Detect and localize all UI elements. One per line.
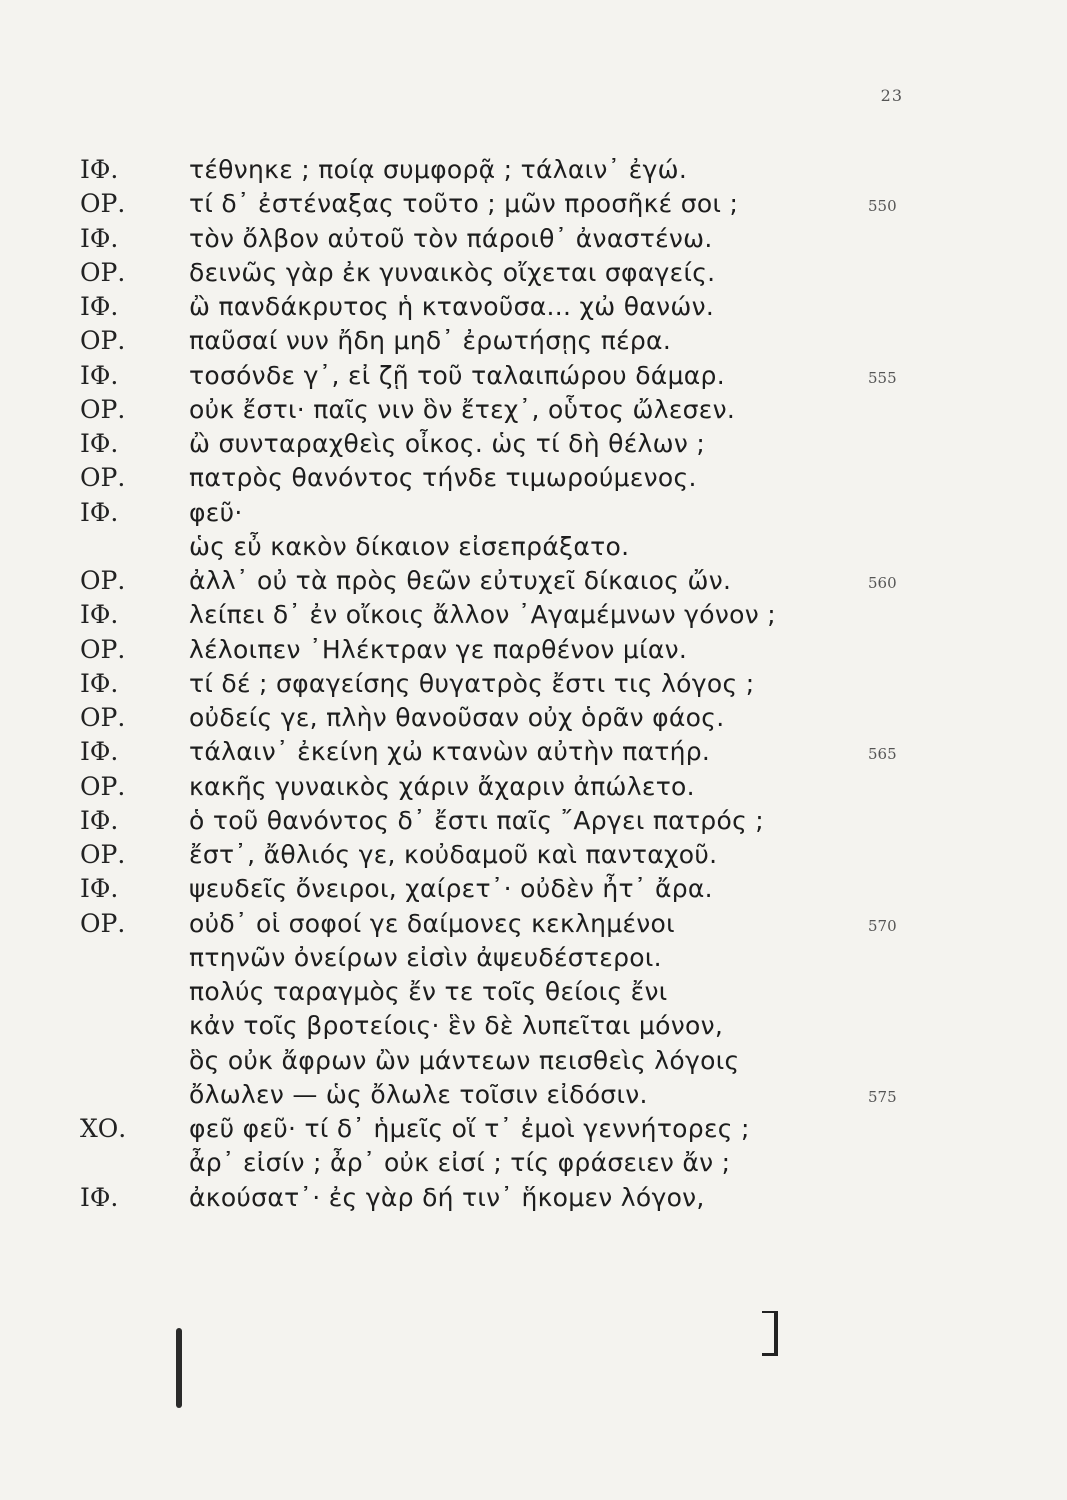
verse-text-line: παῦσαί νυν ἤδη μηδ᾽ ἐρωτήσῃς πέρα. (189, 326, 672, 356)
speaker-label: ΙΦ. (80, 429, 119, 458)
verse-line (0, 393, 1067, 427)
speaker-label: ΙΦ. (80, 668, 119, 698)
verse-line (0, 153, 1067, 187)
verse-text-line: ψευδεῖς ὄνειροι, χαίρετ᾽· οὐδὲν ἦτ᾽ ἄρα. (189, 874, 713, 904)
verse-text-line: ὡς εὖ κακὸν δίκαιον εἰσεπράξατο. (189, 531, 630, 561)
verse-text-line: τὸν ὄλβον αὐτοῦ τὸν πάροιθ᾽ ἀναστένω. (189, 223, 713, 253)
speaker-label: ΙΦ. (80, 497, 119, 527)
speaker-label: ΙΦ. (80, 1182, 119, 1212)
verse-line (0, 633, 1067, 667)
speaker-label: ΙΦ. (80, 155, 119, 184)
verse-line (0, 1146, 1067, 1180)
verse-line (0, 975, 1067, 1009)
verse-line (0, 564, 1067, 598)
verse-text-line: ἔστ᾽, ἄθλιός γε, κοὐδαμοῦ καὶ πανταχοῦ. (189, 840, 718, 869)
verse-text-line: πολύς ταραγμὸς ἔν τε τοῖς θείοις ἔνι (189, 977, 668, 1006)
verse-text-line: πτηνῶν ὀνείρων εἰσὶν ἀψευδέστεροι. (189, 942, 662, 972)
verse-line (0, 1181, 1067, 1215)
verse-line (0, 1044, 1067, 1078)
verse-line (0, 907, 1067, 941)
speaker-label: ΙΦ. (80, 360, 119, 390)
speaker-label: ΟΡ. (80, 326, 126, 356)
verse-text-line: φεῦ· (189, 497, 243, 527)
speaker-label: ΟΡ. (80, 257, 126, 287)
verse-text-line: κἀν τοῖς βροτείοις· ἓν δὲ λυπεῖται μόνον, (189, 1011, 724, 1041)
verse-text-line: κακῆς γυναικὸς χάριν ἄχαριν ἀπώλετο. (189, 771, 695, 801)
speaker-label: ΟΡ. (80, 394, 126, 424)
verse-text-line: ὄλωλεν — ὡς ὄλωλε τοῖσιν εἰδόσιν. (189, 1079, 648, 1109)
verse-line (0, 530, 1067, 564)
verse-line (0, 872, 1067, 906)
verse-line (0, 290, 1067, 324)
page-number: 23 (880, 86, 903, 105)
verse-line (0, 667, 1067, 701)
speaker-label: ΟΡ. (80, 634, 126, 664)
verse-text-line: τί δ᾽ ἐστέναξας τοῦτο ; μῶν προσῆκέ σοι ; (189, 189, 739, 219)
verse-text (0, 153, 1067, 1215)
verse-text-line: τί δέ ; σφαγείσης θυγατρὸς ἔστι τις λόγος ; (189, 668, 755, 698)
line-number: 575 (868, 1087, 897, 1106)
speaker-label: ΙΦ. (80, 223, 119, 253)
verse-text-line: λείπει δ᾽ ἐν οἴκοις ἄλλον ᾽Αγαμέμνων γόνον ; (189, 600, 776, 630)
speaker-label: ΟΡ. (80, 463, 126, 493)
speaker-label: ΙΦ. (80, 805, 119, 835)
line-number: 550 (868, 197, 897, 216)
line-number: 570 (868, 916, 897, 935)
verse-line (0, 461, 1067, 495)
verse-line (0, 496, 1067, 530)
verse-line (0, 770, 1067, 804)
speaker-label: ΧΟ. (80, 1114, 127, 1143)
verse-text-line: ὢ πανδάκρυτος ἡ κτανοῦσα... χὠ θανών. (189, 292, 715, 321)
verse-line (0, 359, 1067, 393)
speaker-label: ΟΡ. (80, 908, 126, 938)
speaker-label: ΟΡ. (80, 703, 126, 732)
verse-text-line: οὐδείς γε, πλὴν θανοῦσαν οὐχ ὁρᾶν φάος. (189, 703, 725, 732)
verse-line (0, 256, 1067, 290)
verse-text-line: ἆρ᾽ εἰσίν ; ἆρ᾽ οὐκ εἰσί ; τίς φράσειεν ἄν ; (189, 1148, 731, 1178)
verse-line (0, 735, 1067, 769)
line-number: 555 (868, 368, 897, 387)
verse-text-line: ἀλλ᾽ οὐ τὰ πρὸς θεῶν εὐτυχεῖ δίκαιος ὤν. (189, 566, 732, 595)
verse-line (0, 941, 1067, 975)
verse-text-line: φεῦ φεῦ· τί δ᾽ ἡμεῖς οἵ τ᾽ ἐμοὶ γεννήτορες ; (189, 1114, 750, 1143)
verse-text-line: ὢ συνταραχθεὶς οἶκος. ὡς τί δὴ θέλων ; (189, 429, 706, 458)
verse-line (0, 187, 1067, 221)
line-number: 565 (868, 745, 897, 764)
speaker-label: ΙΦ. (80, 874, 119, 904)
verse-line (0, 1112, 1067, 1146)
speaker-label: ΟΡ. (80, 771, 126, 801)
handwritten-margin-mark (176, 1328, 182, 1408)
verse-text-line: οὐκ ἔστι· παῖς νιν ὃν ἔτεχ᾽, οὗτος ὤλεσεν. (189, 394, 736, 424)
verse-line (0, 1009, 1067, 1043)
verse-text-line: δεινῶς γὰρ ἐκ γυναικὸς οἴχεται σφαγείς. (189, 257, 716, 287)
speaker-label: ΙΦ. (80, 737, 119, 767)
verse-text-line: τέθνηκε ; ποίᾳ συμφορᾷ ; τάλαιν᾽ ἐγώ. (189, 155, 688, 184)
verse-line (0, 838, 1067, 872)
handwritten-bracket-mark (762, 1311, 778, 1356)
verse-text-line: ὃς οὐκ ἄφρων ὢν μάντεων πεισθεὶς λόγοις (189, 1045, 740, 1075)
verse-line (0, 324, 1067, 358)
verse-text-line: τάλαιν᾽ ἐκείνη χὠ κτανὼν αὐτὴν πατήρ. (189, 737, 711, 767)
speaker-label: ΟΡ. (80, 840, 126, 869)
speaker-label: ΙΦ. (80, 600, 119, 630)
verse-text-line: λέλοιπεν ᾽Ηλέκτραν γε παρθένον μίαν. (189, 634, 688, 664)
verse-line (0, 222, 1067, 256)
verse-text-line: τοσόνδε γ᾽, εἰ ζῇ τοῦ ταλαιπώρου δάμαρ. (189, 360, 725, 390)
verse-line (0, 427, 1067, 461)
verse-text-line: ὁ τοῦ θανόντος δ᾽ ἔστι παῖς ῎Αργει πατρός ; (189, 805, 765, 835)
verse-line (0, 598, 1067, 632)
verse-line (0, 1078, 1067, 1112)
verse-line (0, 804, 1067, 838)
verse-line (0, 701, 1067, 735)
verse-text-line: πατρὸς θανόντος τήνδε τιμωρούμενος. (189, 463, 697, 493)
speaker-label: ΟΡ. (80, 189, 126, 219)
speaker-label: ΟΡ. (80, 566, 126, 595)
line-number: 560 (868, 574, 897, 592)
verse-text-line: ἀκούσατ᾽· ἐς γὰρ δή τιν᾽ ἥκομεν λόγον, (189, 1182, 705, 1212)
verse-text-line: οὐδ᾽ οἱ σοφοί γε δαίμονες κεκλημένοι (189, 908, 675, 938)
speaker-label: ΙΦ. (80, 292, 119, 321)
